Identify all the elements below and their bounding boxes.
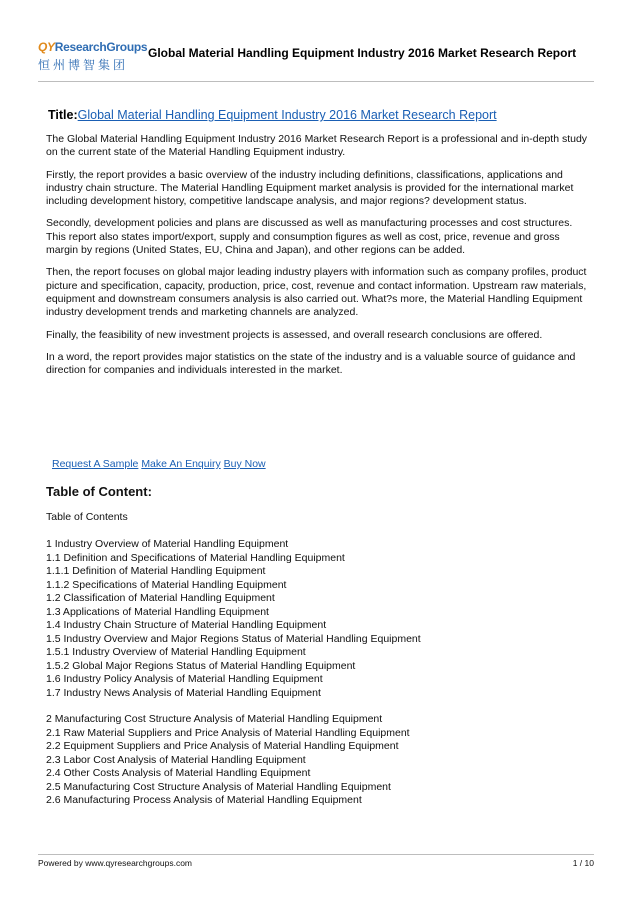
page-number: 1 / 10 [572, 858, 594, 868]
toc-item: 1.6 Industry Policy Analysis of Material Handling Equipment [46, 673, 323, 685]
toc-item: 1.2 Classification of Material Handling Equipment [46, 592, 275, 604]
toc-item: 2 Manufacturing Cost Structure Analysis of Material Handling Equipment [46, 713, 383, 725]
buy-now-link[interactable]: Buy Now [223, 458, 266, 470]
toc-item: 1 Industry Overview of Material Handling Equipment [46, 538, 289, 550]
action-links [52, 458, 266, 470]
header-divider [38, 81, 594, 82]
make-enquiry-link[interactable]: Make An Enquiry [141, 458, 221, 470]
toc-item: 2.2 Equipment Suppliers and Price Analysis of Material Handling Equipment [46, 740, 399, 752]
report-title-line [48, 108, 497, 122]
toc-item: 1.1.1 Definition of Material Handling Equipment [46, 565, 266, 577]
toc-item: 2.1 Raw Material Suppliers and Price Analysis of Material Handling Equipment [46, 726, 410, 739]
toc-heading: Table of Content: [46, 484, 152, 499]
body-paragraph: Then, the report focuses on global major leading industry players with information such as company profiles, product picture and specification, capacity, production, price, cost, revenue and contact information. Upstream raw materials, equipment and downstream consumers analysis is also carried out. What?s more, the Material Handling Equipment industry development trends and marketing channels are analyzed. [46, 266, 587, 319]
footer-divider [38, 854, 594, 855]
body-paragraph: The Global Material Handling Equipment Industry 2016 Market Research Report is a professional and in-depth study on the current state of the Material Handling Equipment industry. [46, 133, 588, 159]
toc-item: 1.4 Industry Chain Structure of Material Handling Equipment [46, 619, 327, 631]
logo-research-groups: ResearchGroups [54, 40, 148, 54]
table-of-contents [46, 538, 594, 821]
page-header [38, 40, 594, 80]
footer-powered-by: Powered by www.qyresearchgroups.com [38, 858, 193, 868]
logo-text-cn: 恒州博智集团 [38, 58, 129, 72]
toc-item: 2.5 Manufacturing Cost Structure Analysis of Material Handling Equipment [46, 780, 391, 793]
report-title-link[interactable]: Global Material Handling Equipment Industry 2016 Market Research Report [77, 108, 497, 122]
logo-text-en [38, 40, 147, 54]
report-description [46, 133, 594, 386]
toc-item: 2.3 Labor Cost Analysis of Material Handling Equipment [46, 753, 306, 766]
toc-item: 1.5 Industry Overview and Major Regions Status of Material Handling Equipment [46, 632, 421, 645]
body-paragraph: Firstly, the report provides a basic overview of the industry including definitions, classifications, applications and industry chain structure. The Material Handling Equipment market analysis is provided for the international market including development history, competitive landscape analysis, and major regions? development status. [46, 168, 574, 208]
title-label: Title: [48, 108, 78, 122]
header-title: Global Material Handling Equipment Industry 2016 Market Research Report [148, 46, 577, 60]
body-paragraph: Secondly, development policies and plans are discussed as well as manufacturing processes and cost structures. This report also states import/export, supply and consumption figures as well as cost, price, revenue and gross margin by regions (United States, EU, China and Japan), and other regions can be added. [46, 217, 573, 257]
toc-section [46, 713, 594, 808]
toc-section [46, 538, 594, 700]
toc-item: 1.1.2 Specifications of Material Handling Equipment [46, 578, 287, 591]
logo-qy: QY [38, 40, 55, 54]
body-paragraph: Finally, the feasibility of new investment projects is assessed, and overall research conclusions are offered. [46, 328, 543, 341]
toc-item: 1.3 Applications of Material Handling Equipment [46, 605, 269, 618]
toc-item: 2.6 Manufacturing Process Analysis of Material Handling Equipment [46, 794, 362, 806]
body-paragraph: In a word, the report provides major statistics on the state of the industry and is a valuable source of guidance and direction for companies and individuals interested in the market. [46, 350, 576, 377]
toc-item: 1.1 Definition and Specifications of Material Handling Equipment [46, 551, 345, 564]
toc-item: 1.5.1 Industry Overview of Material Handling Equipment [46, 646, 306, 658]
toc-subheading: Table of Contents [46, 511, 128, 523]
toc-item: 1.5.2 Global Major Regions Status of Material Handling Equipment [46, 659, 356, 672]
toc-item: 2.4 Other Costs Analysis of Material Handling Equipment [46, 767, 311, 779]
company-logo [38, 40, 148, 74]
request-sample-link[interactable]: Request A Sample [52, 458, 139, 470]
toc-item: 1.7 Industry News Analysis of Material Handling Equipment [46, 686, 321, 699]
